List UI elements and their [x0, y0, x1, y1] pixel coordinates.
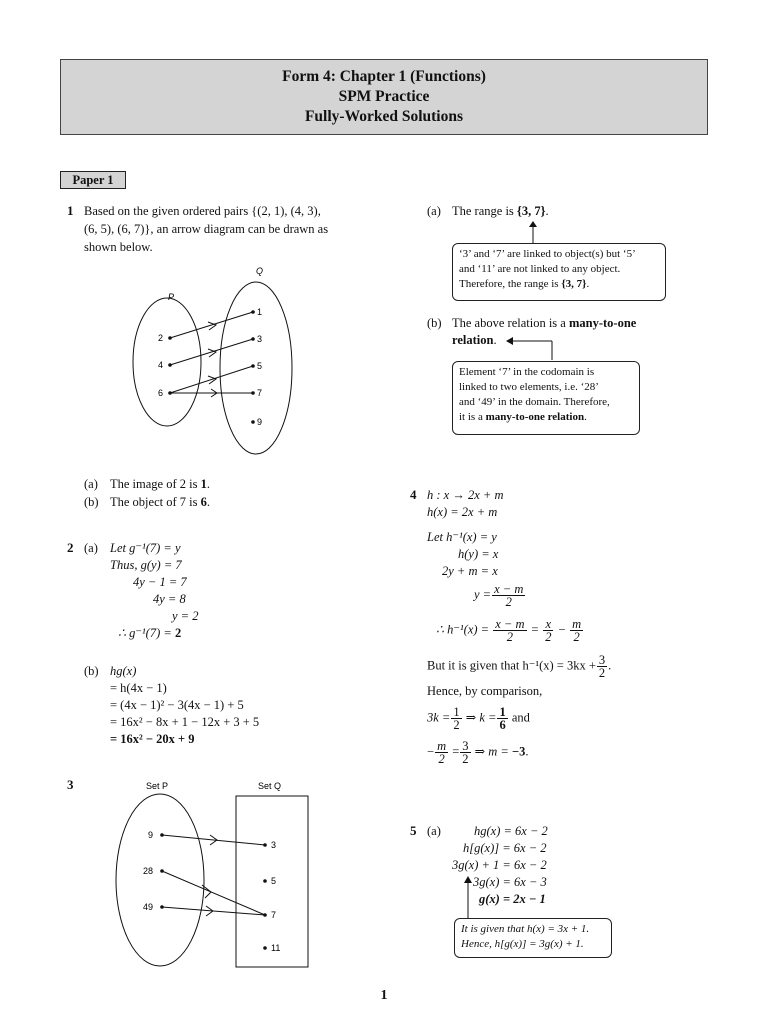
- q1-set-p-oval: [133, 298, 201, 426]
- q1-q-item: 3: [257, 334, 263, 344]
- title-box: [60, 59, 708, 135]
- q2a-step-3: 4y − 1 = 7: [133, 575, 187, 589]
- title-line-3: Fully-Worked Solutions: [304, 108, 464, 125]
- q4-line-2: h(x) = 2x + m: [427, 505, 498, 519]
- q4-line-11: − $\frac{m}{2}$ = $\frac{3}{2}$ ⇒ m = −3.: [427, 739, 529, 766]
- q1-set-q-label: Q: [256, 266, 264, 276]
- q1-number: 1: [67, 203, 74, 218]
- q1r-b-answer-cont: relation.: [452, 333, 497, 347]
- q2a-step-4: 4y = 8: [153, 592, 186, 606]
- q4-line-5: 2y + m = x: [442, 564, 498, 578]
- q5-step-5: g(x) = 2x − 1: [479, 892, 546, 906]
- q4-line-6: y = $\frac{x - m}{2}$: [474, 582, 524, 609]
- q3-q-item: 11: [271, 943, 281, 953]
- title-line-1: Form 4: Chapter 1 (Functions): [282, 68, 486, 85]
- q2b-step-1: hg(x): [110, 664, 137, 678]
- q3-arrow-9-3: [162, 835, 265, 845]
- q1a-answer: The image of 2 is 1.: [110, 477, 210, 491]
- q1-q-item: 1: [257, 307, 263, 317]
- q1a-label: (a): [84, 477, 98, 491]
- q5-explanation-box: It is given that h(x) = 3x + 1. Hence, h[g(x)] = 3g(x) + 1.: [454, 918, 612, 958]
- q1-text-line1: Based on the given ordered pairs {(2, 1), (4, 3),: [84, 204, 321, 218]
- q1-arrow-diagram: [120, 262, 310, 462]
- q1r-explanation-box-2: Element ‘7’ in the codomain is linked to two elements, i.e. ‘28’ and ‘49’ in the domain. Therefore, it is a many-to-one relation.: [452, 361, 640, 435]
- q4-line-9: Hence, by comparison,: [427, 684, 543, 698]
- q5-step-4: 3g(x) = 6x − 3: [473, 875, 547, 889]
- q2b-step-3: = (4x − 1)² − 3(4x − 1) + 5: [110, 698, 244, 712]
- q4-line-7: ∴ h⁻¹(x) = $\frac{x - m}{2}$ = $\frac{x}{2}$ − $\frac{m}{2}$: [436, 617, 582, 644]
- q2b-step-2: = h(4x − 1): [110, 681, 167, 695]
- q1-arrow-2-1: [170, 312, 253, 338]
- q1r-a-label: (a): [427, 204, 441, 218]
- q1r-b-answer: The above relation is a many-to-one: [452, 316, 637, 330]
- q3-q-item: 3: [271, 840, 277, 850]
- q2a-step-1: Let g⁻¹(7) = y: [110, 541, 181, 555]
- q3-p-item: 9: [148, 830, 154, 840]
- q3-set-p-oval: [116, 794, 204, 966]
- q1r-left-arrow: [504, 334, 556, 360]
- q5-step-2: h[g(x)] = 6x − 2: [463, 841, 547, 855]
- q2a-label: (a): [84, 541, 98, 555]
- q3-set-p-label: Set P: [146, 781, 169, 791]
- q2-number: 2: [67, 540, 74, 555]
- q1r-explanation-box-1: ‘3’ and ‘7’ are linked to object(s) but ‘5’ and ‘11’ are not linked to any object. Therefore, the range is {3, 7}.: [452, 243, 666, 301]
- q1b-answer: The object of 7 is 6.: [110, 495, 210, 509]
- q2b-label: (b): [84, 664, 99, 678]
- q1r-a-answer: The range is {3, 7}.: [452, 204, 549, 218]
- q5-step-3: 3g(x) + 1 = 6x − 2: [452, 858, 547, 872]
- q4-line-3: Let h⁻¹(x) = y: [427, 530, 497, 544]
- q4-line-4: h(y) = x: [458, 547, 499, 561]
- q1-text-line2: (6, 5), (6, 7)}, an arrow diagram can be drawn as: [84, 222, 329, 236]
- page-number: 1: [380, 988, 388, 1003]
- q3-q-item: 7: [271, 910, 277, 920]
- paper-label: Paper 1: [60, 171, 126, 189]
- q3-p-item: 49: [143, 902, 154, 912]
- q5-up-arrow: [462, 874, 474, 920]
- q4-line-8: But it is given that h⁻¹(x) = 3kx + $\frac{3}{2}$ .: [427, 653, 612, 680]
- q2a-step-5: y = 2: [172, 609, 199, 623]
- q4-line-1: h : x → 2x + m: [427, 488, 504, 502]
- q5-number: 5: [410, 823, 417, 838]
- q1-set-q-oval: [220, 282, 292, 454]
- q2b-step-5: = 16x² − 20x + 9: [110, 732, 195, 746]
- q4-number: 4: [410, 487, 417, 502]
- q2a-step-6: ∴ g⁻¹(7) = 2: [118, 626, 182, 640]
- q1-text-line3: shown below.: [84, 240, 153, 254]
- q2a-step-2: Thus, g(y) = 7: [110, 558, 182, 572]
- q4-line-10: 3k = $\frac{1}{2}$ ⇒ k = $\frac{1}{6}$ and: [427, 705, 530, 732]
- q5a-label: (a): [427, 824, 441, 838]
- q1r-b-label: (b): [427, 316, 442, 330]
- q1-p-item: 6: [158, 388, 164, 398]
- q1-q-item: 5: [257, 361, 263, 371]
- q2b-step-4: = 16x² − 8x + 1 − 12x + 3 + 5: [110, 715, 260, 729]
- q3-arrow-diagram: [110, 775, 340, 970]
- q1r-up-arrow: [526, 219, 540, 245]
- q1-q-item: 9: [257, 417, 263, 427]
- q1-q-item: 7: [257, 388, 263, 398]
- q3-number: 3: [67, 777, 74, 792]
- q1-p-item: 4: [158, 360, 164, 370]
- q1-set-p-label: P: [168, 292, 175, 302]
- q5-step-1: hg(x) = 6x − 2: [474, 824, 548, 838]
- title-line-2: SPM Practice: [338, 88, 430, 105]
- q1b-label: (b): [84, 495, 99, 509]
- q1-arrow-4-3: [170, 339, 253, 365]
- q3-q-item: 5: [271, 876, 277, 886]
- q3-set-q-label: Set Q: [258, 781, 282, 791]
- q3-p-item: 28: [143, 866, 154, 876]
- q1-p-item: 2: [158, 333, 164, 343]
